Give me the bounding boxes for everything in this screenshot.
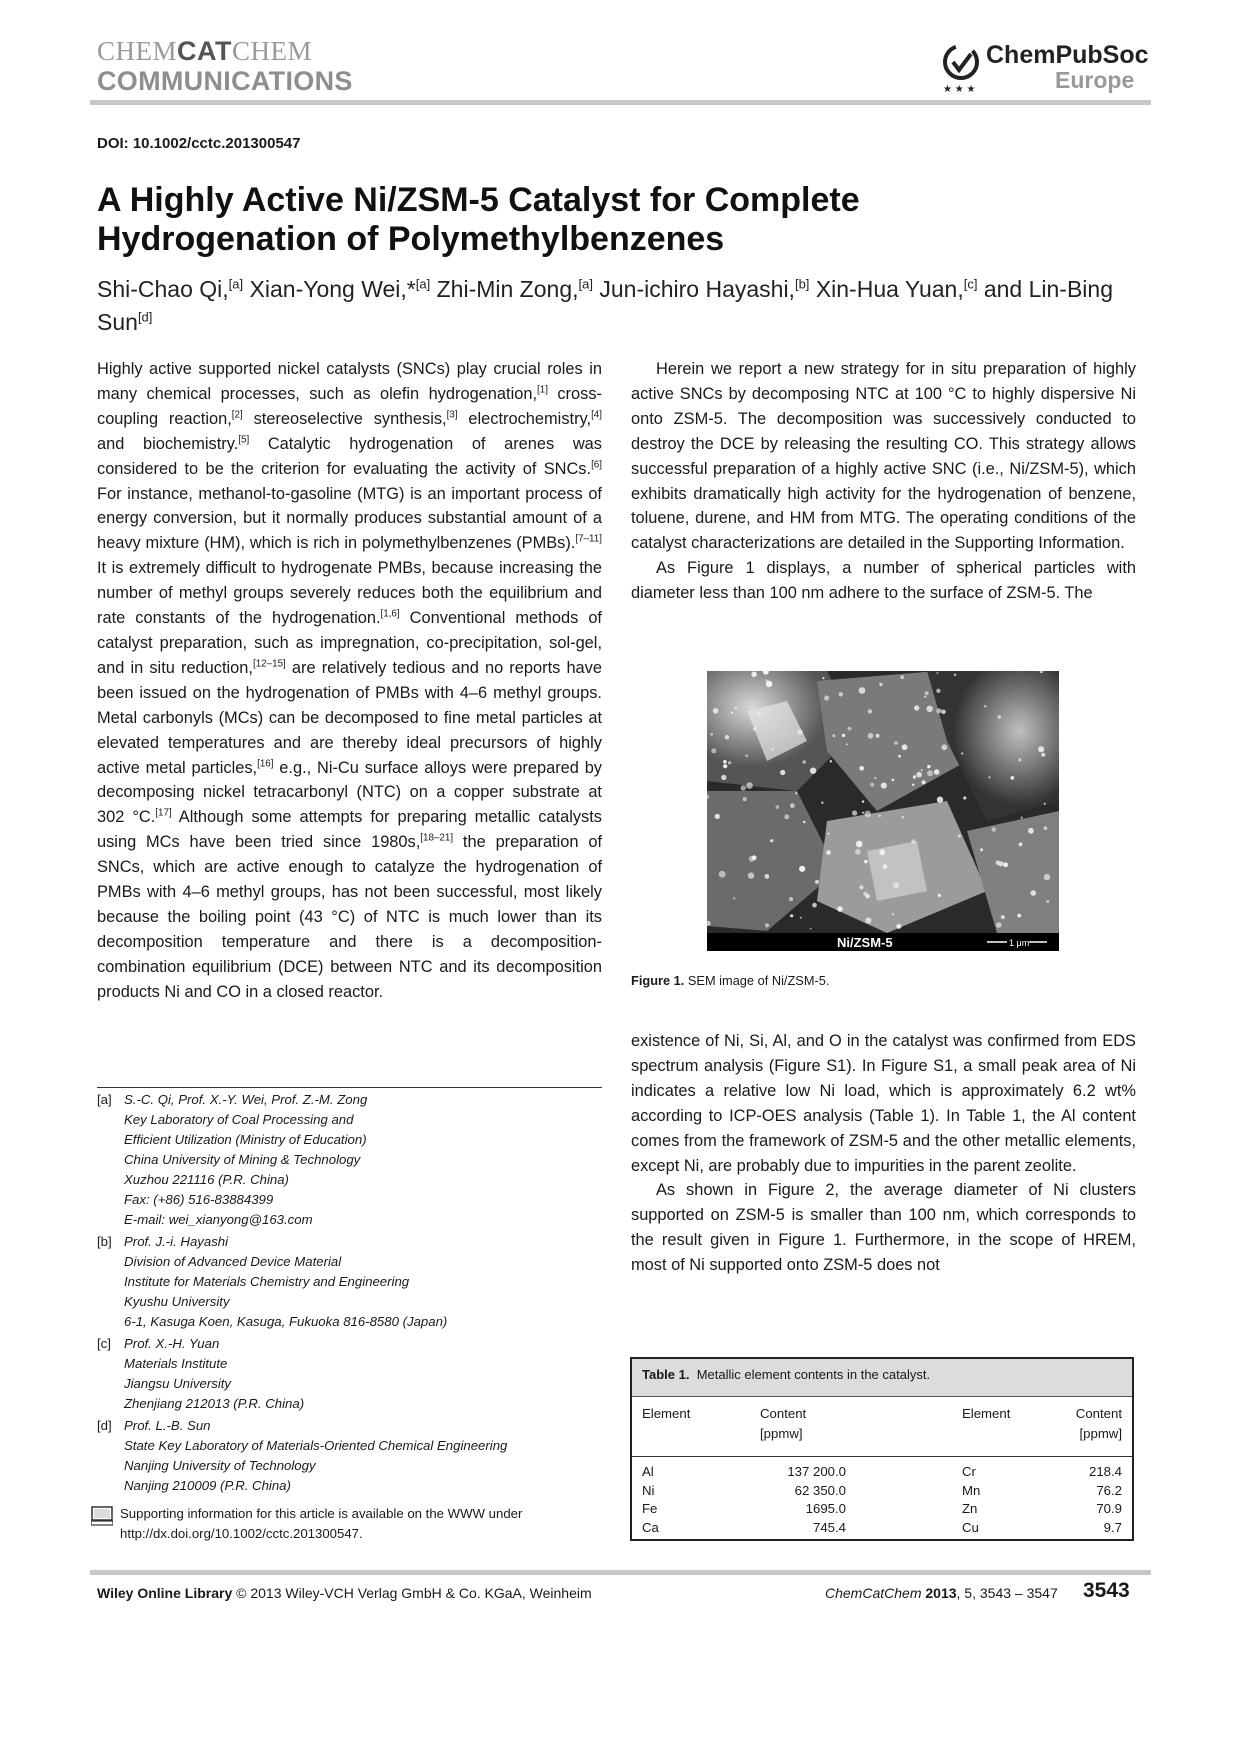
affiliation-block [97,1416,602,1496]
affiliation-label: [b] [97,1234,112,1249]
author-affiliation: [b] [794,276,810,292]
affiliation-block [97,1232,602,1332]
affiliation-line: Institute for Materials Chemistry and Engineering [124,1274,410,1289]
author-name: and [983,276,1023,302]
table-cell: 745.4 [812,1519,846,1535]
affiliation-line: Materials Institute [124,1356,228,1371]
affiliation-line: Nanjing University of Technology [124,1458,316,1473]
affiliation-line: State Key Laboratory of Materials-Oriented Chemical Engineering [124,1438,508,1453]
body-right-column-bottom [631,1029,1136,1278]
author-name: Shi-Chao Qi, [97,276,229,302]
text-segment: stereoselective synthesis, [242,409,447,428]
text-segment: Conventional methods of catalyst preparation, such as impregnation, co-precipitation, sol-gel, and in situ reduction, [97,609,602,677]
table-cell: 137 200.0 [787,1464,846,1479]
body-right-column-top [631,357,1136,606]
citation-ref[interactable]: [3] [446,409,458,421]
author-affiliation: [a] [578,276,593,292]
sem-scale: 1 μm [1009,938,1030,948]
text-segment: Highly active supported nickel catalysts (SNCs) play crucial roles in many chemical processes, such as olefin hydrogenation, [97,360,602,403]
text-segment: and biochemistry. [97,434,239,453]
figure-caption: Figure 1. SEM image of Ni/ZSM-5. [631,973,830,988]
article-title: A Highly Active Ni/ZSM-5 Catalyst for Complete Hydrogenation of Polymethylbenzenes [97,181,860,258]
table-header: [ppmw] [1079,1426,1122,1441]
citation-ref[interactable]: [7–11] [575,533,602,545]
paragraph-figure1: As Figure 1 displays, a number of spherical particles with diameter less than 100 nm adhere to the surface of ZSM-5. The [631,559,1136,603]
citation-ref[interactable]: [12–15] [252,658,286,670]
table-cell: 76.2 [1096,1482,1122,1498]
footer-citation: ChemCatChem 2013, 5, 3543 – 3547 [825,1585,1058,1601]
table-cell: 62 350.0 [794,1482,846,1498]
text-segment: are relatively tedious and no reports have been issued on the hydrogenation of PMBs with 4–6 methyl groups. Metal carbonyls (MCs) can be decomposed to fine metal particles at elevated temperatures and are thereby ideal precursors of highly active metal particles, [97,658,602,777]
citation-ref[interactable]: [5] [238,434,250,446]
author-name: Xian-Yong Wei,* [249,276,416,302]
text-segment: Although some attempts for preparing metallic catalysts using MCs have been tried since 1980s, [97,808,602,852]
author-affiliation: [c] [963,276,978,292]
supporting-info-link[interactable]: http://dx.doi.org/10.1002/cctc.201300547. [120,1526,363,1541]
affiliation-block [97,1334,602,1414]
affiliation-label: [a] [97,1092,112,1107]
affiliation-line: Prof. J.-i. Hayashi [124,1234,229,1249]
affiliation-label: [d] [97,1418,112,1433]
paragraph-intro [97,357,602,1005]
footer-rule [90,1570,1151,1575]
table-cell: 70.9 [1096,1501,1122,1516]
citation-ref[interactable]: [6] [591,459,602,471]
affiliation-line: 6-1, Kasuga Koen, Kasuga, Fukuoka 816-8580 (Japan) [124,1314,448,1329]
page-number: 3543 [1083,1579,1130,1602]
body-left-column [97,357,602,1005]
table-header: Content [1075,1406,1122,1421]
journal-name: CHEMCATCHEM [97,36,313,66]
table-1 [630,1357,1134,1541]
table-cell: 1695.0 [805,1501,846,1516]
citation-ref[interactable]: [16] [257,758,274,770]
sem-label: Ni/ZSM-5 [837,935,893,950]
svg-text:★ ★ ★: ★ ★ ★ [943,84,976,95]
affiliation-line: China University of Mining & Technology [124,1152,361,1167]
text-segment: electrochemistry, [457,409,592,428]
text-segment: e.g., Ni-Cu surface alloys were prepared by decomposing nickel tetracarbonyl (NTC) on a copper substrate at 302 °C. [97,758,602,827]
table-cell: Zn [962,1501,978,1516]
table-cell: Cu [962,1519,979,1535]
text-segment: It is extremely difficult to hydrogenate PMBs, because increasing the number of methyl groups severely reduces both the equilibrium and rate constants of the hydrogenation. [97,559,602,628]
table-header: [ppmw] [760,1426,803,1441]
author-name: Xin-Hua Yuan, [815,276,964,302]
text-segment: For instance, methanol-to-gasoline (MTG) is an important process of energy conversion, but it normally produces substantial amount of a heavy mixture (HM), which is rich in polymethylbenzenes (PMBs). [97,484,602,553]
affiliation-line: S.-C. Qi, Prof. X.-Y. Wei, Prof. Z.-M. Zong [124,1092,368,1107]
publisher-region: Europe [1055,67,1135,93]
table-rule [632,1456,1132,1457]
table-cell: Ca [642,1519,659,1535]
affiliation-line: Kyushu University [124,1294,230,1309]
author-affiliation: [a] [415,276,431,292]
publisher-name: ChemPubSoc [986,41,1149,69]
table-cell: 9.7 [1103,1519,1122,1535]
author-affiliation: [a] [228,276,244,292]
paragraph-hrem: As shown in Figure 2, the average diameter of Ni clusters supported on ZSM-5 is smaller than 100 nm, which corresponds to the result given in Figure 1. Furthermore, in the scope of HREM, most of Ni supported onto ZSM-5 does not [631,1181,1136,1275]
affiliation-line: Nanjing 210009 (P.R. China) [124,1478,291,1493]
author-name: Jun-ichiro Hayashi, [599,276,795,302]
affiliation-line: Key Laboratory of Coal Processing and [124,1112,354,1127]
affiliation-line: Prof. L.-B. Sun [124,1418,211,1433]
affiliations [97,1090,602,1498]
text-segment: cross-coupling reaction, [97,384,602,428]
affiliation-line: Jiangsu University [124,1376,232,1391]
affiliation-label: [c] [97,1336,111,1351]
supporting-info: Supporting information for this article is available on the WWW under http://dx.doi.org/10.1002/cctc.201300547. [120,1504,600,1544]
affiliation-block [97,1090,602,1230]
citation-ref[interactable]: [17] [155,807,172,819]
paragraph-strategy: Herein we report a new strategy for in situ preparation of highly active SNCs by decomposing NTC at 100 °C to highly dispersive Ni onto ZSM-5. The decomposition was successively conducted to destroy the DCE by releasing the resulting CO. This strategy allows successful preparation of a highly active SNC (i.e., Ni/ZSM-5), which exhibits dramatically high activity for the hydrogenation of benzene, toluene, durene, and HM from MTG. The operating conditions of the catalyst characterizations are detailed in the Supporting Information. [631,360,1136,553]
affiliation-line: E-mail: wei_xianyong@163.com [124,1212,313,1227]
computer-icon [91,1506,113,1526]
table-cell: Ni [642,1482,655,1498]
affiliation-line: Efficient Utilization (Ministry of Education) [124,1132,367,1147]
table-cell: Mn [962,1482,981,1498]
text-segment: the preparation of SNCs, which are active enough to catalyze the hydrogenation of PMBs with 4–6 methyl groups, has not been successful, most likely because the boiling point (43 °C) of NTC is much lower than its decomposition temperature and there is a decomposition-combination equilibrium (DCE) between NTC and its decomposition products Ni and CO in a closed reactor. [97,833,602,1001]
citation-ref[interactable]: [1] [537,384,548,396]
author-list [97,273,1157,339]
header-rule [90,100,1151,105]
table-header: Content [760,1406,807,1421]
affiliation-line: Zhenjiang 212013 (P.R. China) [124,1396,305,1411]
citation-ref[interactable]: [1,6] [380,608,400,620]
footnote-rule [97,1087,602,1088]
table-cell: Al [642,1464,654,1479]
footer-copyright: Wiley Online Library © 2013 Wiley-VCH Verlag GmbH & Co. KGaA, Weinheim [97,1585,592,1601]
citation-ref[interactable]: [18–21] [420,832,454,844]
citation-ref[interactable]: [4] [591,409,603,421]
author-name: Lin-Bing Sun [97,276,1113,335]
sem-image [707,671,1059,951]
text-segment: Catalytic hydrogenation of arenes was considered to be the criterion for evaluating the activity of SNCs. [97,434,602,478]
affiliation-line: Fax: (+86) 516-83884399 [124,1192,274,1207]
table-cell: Cr [962,1464,976,1479]
section-label: COMMUNICATIONS [97,66,353,96]
paragraph-eds: existence of Ni, Si, Al, and O in the catalyst was confirmed from EDS spectrum analysis (Figure S1). In Figure S1, a small peak area of Ni indicates a relative low Ni load, which is approximately 6.2 wt% according to ICP-OES analysis (Table 1). In Table 1, the Al content comes from the framework of ZSM-5 and the other metallic elements, except Ni, are probably due to impurities in the parent zeolite. [631,1032,1136,1175]
author-name: Zhi-Min Zong, [436,276,579,302]
table-header: Element [642,1406,691,1421]
author-affiliation: [d] [137,309,153,325]
affiliation-line: Division of Advanced Device Material [124,1254,342,1269]
table-cell: Fe [642,1501,658,1516]
table-caption: Table 1. Metallic element contents in the catalyst. [632,1359,1132,1397]
citation-ref[interactable]: [2] [231,409,243,421]
doi: DOI: 10.1002/cctc.201300547 [97,135,301,152]
affiliation-line: Xuzhou 221116 (P.R. China) [124,1172,289,1187]
table-header: Element [962,1406,1011,1421]
affiliation-line: Prof. X.-H. Yuan [124,1336,220,1351]
table-cell: 218.4 [1088,1464,1122,1479]
